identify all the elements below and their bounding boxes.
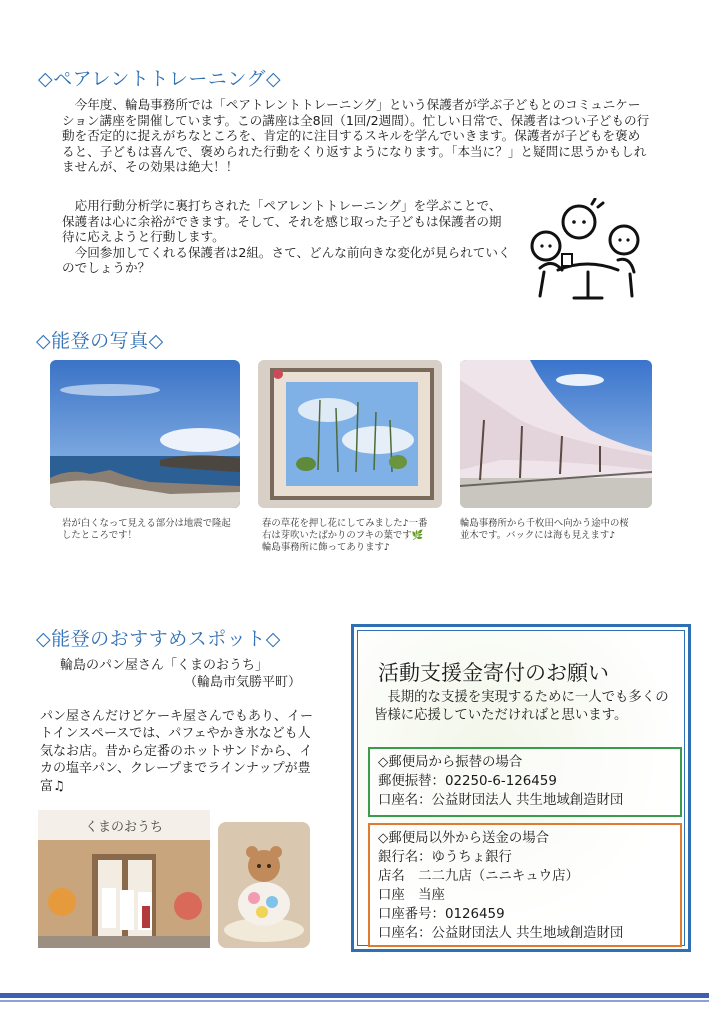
account-holder: 口座名：公益財団法人 共生地域創造財団	[378, 926, 624, 941]
parent-training-title: ◇ペアレントトレーニング◇	[38, 68, 282, 90]
account-type: 口座 当座	[378, 888, 445, 903]
bakery-storefront-photo	[38, 810, 210, 948]
photo-caption-cherry: 輪島事務所から千枚田へ向かう途中の桜並木です。バックには海も見えます♪	[460, 518, 629, 542]
photo-caption-flowers: 春の草花を押し花にしてみました♪一番右は芽吹いたばかりのフキの葉です🌿 輪島事務所に飾ってあります♪	[262, 518, 433, 554]
photos-section-title: ◇能登の写真◇	[36, 330, 164, 352]
spot-description: パン屋さんだけどケーキ屋さんでもあり、イートインスペースでは、パフェやかき氷なども人気なお店。昔から定番のホットサンドから、イカの塩辛パン、クレープまでラインナップが豊富♫	[40, 709, 314, 794]
branch-name: 店名 二二九店（ニニキュウ店）	[378, 869, 579, 884]
coast-rocks-photo	[50, 360, 240, 508]
spot-name: 輪島のパン屋さん「くまのおうち」	[60, 658, 269, 673]
account-number: 口座番号：0126459	[378, 907, 505, 922]
parent-training-body	[62, 97, 652, 175]
bank-transfer-heading: ◇郵便局以外から送金の場合	[378, 831, 549, 846]
parent-training-paragraph-1: 今年度、輪島事務所では「ペアトレントトレーニング」という保護者が学ぶ子どもとのコミュニケーション講座を開催しています。この講座は全8回（1回/2週間）。忙しい日常で、保護者はつい子どもの行動を否定的に捉えがちなところを、肯定的に注目するスキルを学んでいきます。保護者が子どもを褒めると、子どもは喜んで、褒められた行動をくり返すようになります。「本当に？」と疑問に思うかもしれませんが、その効果は絶大！！	[62, 97, 650, 175]
spot-address: （輪島市気勝平町）	[184, 675, 302, 690]
spot-section-title: ◇能登のおすすめスポット◇	[36, 628, 281, 650]
postal-account-number: 郵便振替：02250-6-126459	[378, 774, 557, 789]
postal-transfer-box	[368, 747, 682, 817]
pressed-flowers-frame-photo	[258, 360, 442, 508]
postal-account-holder: 口座名：公益財団法人 共生地域創造財団	[378, 793, 624, 808]
parent-training-body-continued	[62, 198, 512, 276]
cherry-blossom-road-photo	[460, 360, 652, 508]
bakery-sign: くまのおうち	[84, 820, 164, 835]
shaved-ice-dessert-photo	[218, 822, 310, 948]
parent-training-paragraph-2: 応用行動分析学に裏打ちされた「ペアレントトレーニング」を学ぶことで、保護者は心に余裕ができます。そして、それを感じ取った子どもは保護者の期待に応えようと行動します。	[62, 198, 502, 245]
donation-message: 長期的な支援を実現するために一人でも多くの皆様に応援していただければと思います。	[374, 690, 669, 723]
footer-rule-thin	[0, 1000, 709, 1002]
donation-title: 活動支援金寄付のお願い	[378, 661, 609, 685]
photo-caption-coast: 岩が白くなって見える部分は地震で隆起したところです！	[62, 518, 231, 542]
donation-panel	[357, 630, 685, 946]
postal-transfer-heading: ◇郵便局から振替の場合	[378, 755, 523, 770]
bank-transfer-box	[368, 823, 682, 947]
footer-rule	[0, 993, 709, 998]
bank-name: 銀行名：ゆうちょ銀行	[378, 850, 512, 865]
parent-training-paragraph-3: 今回参加してくれる保護者は2組。さて、どんな前向きな変化が見られていくのでしょうか？	[62, 244, 511, 276]
donation-request-box	[351, 624, 691, 952]
people-at-table-illustration	[522, 198, 652, 308]
